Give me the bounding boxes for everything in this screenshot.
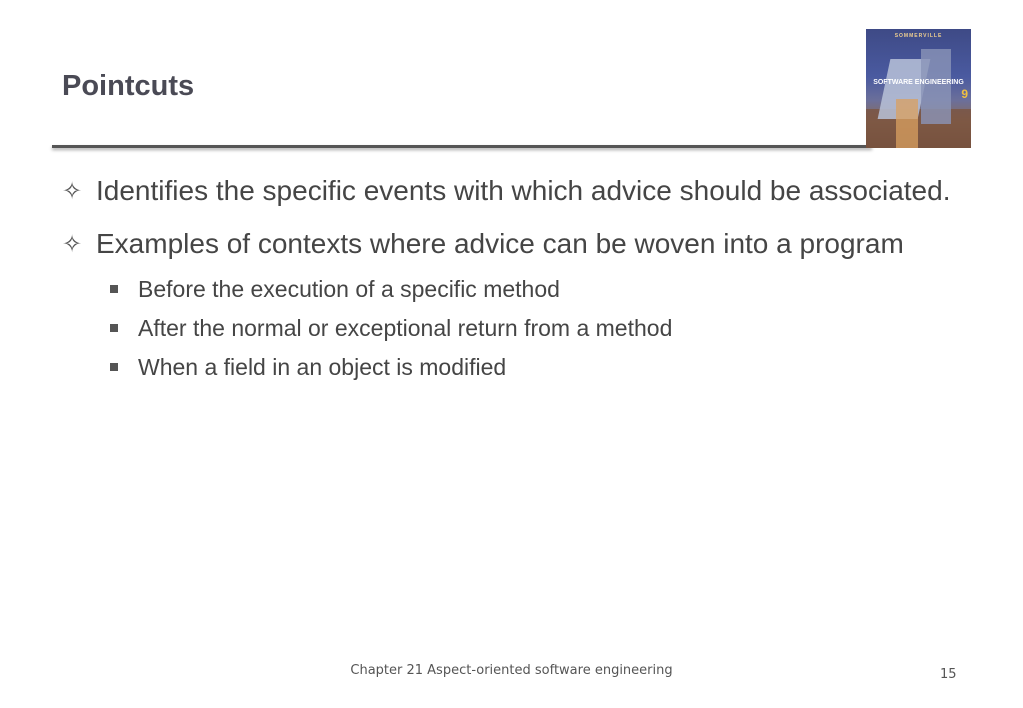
square-icon bbox=[110, 324, 118, 332]
slide-title: Pointcuts bbox=[62, 70, 195, 102]
slide-content bbox=[62, 172, 952, 387]
title-divider bbox=[52, 145, 872, 148]
bullet-item bbox=[62, 172, 952, 210]
bullet-text: Identifies the specific events with which advice should be associated. bbox=[96, 175, 951, 206]
cover-author: SOMMERVILLE bbox=[894, 33, 943, 39]
bullet-text: Examples of contexts where advice can be woven into a program bbox=[96, 228, 904, 259]
star-outline-icon: ✧ bbox=[62, 177, 83, 205]
slide-footer: Chapter 21 Aspect-oriented software engineering bbox=[350, 663, 673, 678]
square-icon bbox=[110, 285, 118, 293]
star-outline-icon: ✧ bbox=[62, 230, 83, 258]
sub-bullet-list bbox=[62, 270, 952, 387]
sub-bullet-text: Before the execution of a specific method bbox=[138, 276, 560, 302]
sub-bullet-text: When a field in an object is modified bbox=[138, 354, 507, 380]
sub-bullet-text: After the normal or exceptional return from a method bbox=[138, 315, 673, 341]
sub-bullet-item bbox=[62, 309, 952, 348]
bullet-item bbox=[62, 225, 952, 263]
book-cover-image bbox=[866, 29, 971, 148]
cover-edition: 9 bbox=[961, 87, 968, 101]
sub-bullet-item bbox=[62, 348, 952, 387]
cover-title: SOFTWARE ENGINEERING bbox=[873, 79, 964, 86]
sub-bullet-item bbox=[62, 270, 952, 309]
square-icon bbox=[110, 363, 118, 371]
page-number: 15 bbox=[940, 667, 957, 682]
